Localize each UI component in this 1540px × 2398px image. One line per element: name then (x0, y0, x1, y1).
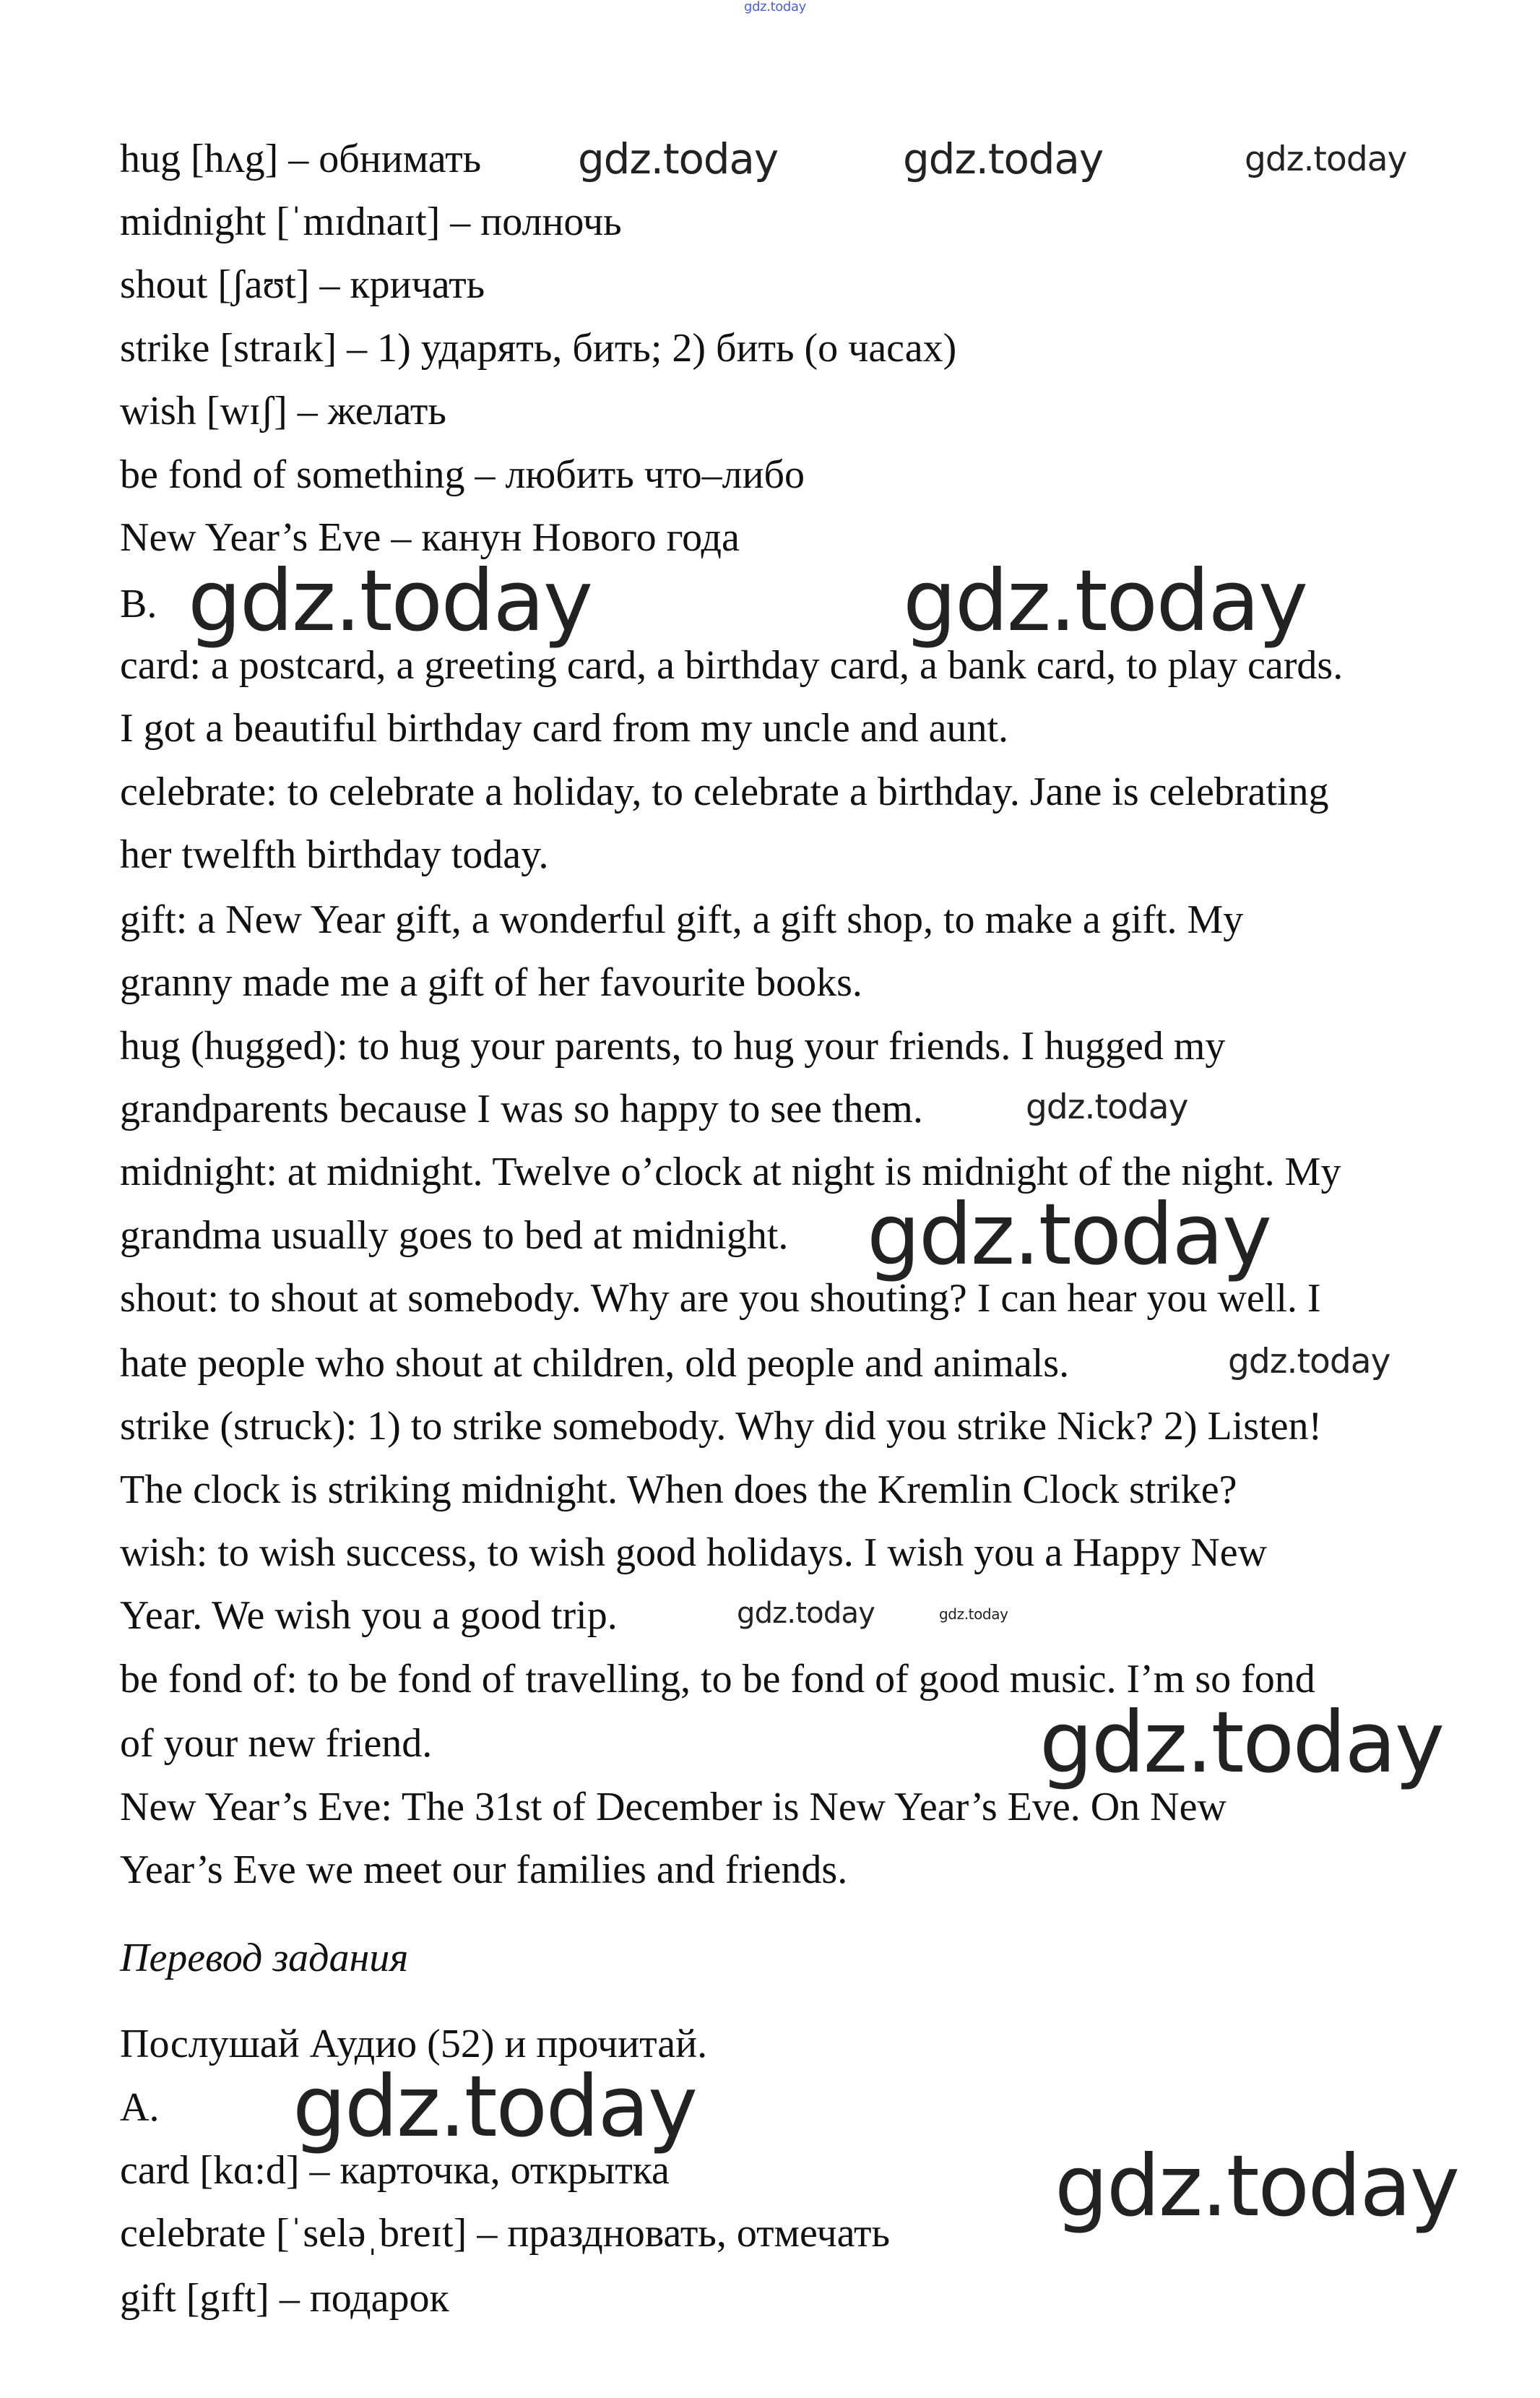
watermark: gdz.today (578, 134, 778, 184)
vocab-line: gift [gɪft] – подарок (120, 2276, 449, 2321)
task-instruction: Послушай Аудио (52) и прочитай. (120, 2022, 708, 2066)
vocab-line: midnight [ˈmɪdnaɪt] – полночь (120, 199, 622, 244)
text-line: her twelfth birthday today. (120, 832, 549, 877)
text-line: gift: a New Year gift, a wonderful gift, a gift shop, to make a gift. My (120, 897, 1244, 942)
text-line: hate people who shout at children, old people and animals. (120, 1341, 1070, 1386)
text-line: grandma usually goes to bed at midnight. (120, 1213, 789, 1258)
text-line: shout: to shout at somebody. Why are you shouting? I can hear you well. I (120, 1276, 1321, 1321)
watermark: gdz.today (1055, 2136, 1458, 2235)
watermark: gdz.today (1228, 1342, 1390, 1381)
text-line: granny made me a gift of her favourite books. (120, 960, 862, 1005)
text-line: New Year’s Eve: The 31st of December is New Year’s Eve. On New (120, 1785, 1227, 1829)
vocab-line: card [kɑ:d] – карточка, открытка (120, 2148, 670, 2193)
watermark: gdz.today (188, 551, 592, 650)
watermark: gdz.today (939, 1605, 1008, 1623)
vocab-line: shout [ʃaʊt] – кричать (120, 262, 485, 307)
text-line: strike (struck): 1) to strike somebody. Why did you strike Nick? 2) Listen! (120, 1404, 1323, 1449)
text-line: wish: to wish success, to wish good holidays. I wish you a Happy New (120, 1530, 1268, 1575)
translation-heading: Перевод задания (120, 1936, 409, 1980)
text-line: Year. We wish you a good trip. (120, 1593, 618, 1638)
vocab-line: hug [hʌg] – обнимать (120, 137, 482, 181)
watermark: gdz.today (1026, 1087, 1188, 1127)
text-line: card: a postcard, a greeting card, a birthday card, a bank card, to play cards. (120, 643, 1344, 688)
watermark: gdz.today (1039, 1693, 1443, 1792)
text-line: of your new friend. (120, 1721, 433, 1766)
section-label-b: B. (120, 582, 157, 626)
vocab-line: New Year’s Eve – канун Нового года (120, 515, 740, 560)
watermark: gdz.today (737, 1597, 875, 1630)
text-line: I got a beautiful birthday card from my uncle and aunt. (120, 706, 1009, 751)
watermark: gdz.today (1245, 139, 1407, 179)
text-line: grandparents because I was so happy to see them. (120, 1087, 923, 1131)
watermark: gdz.today (867, 1185, 1271, 1284)
text-line: celebrate: to celebrate a holiday, to celebrate a birthday. Jane is celebrating (120, 769, 1329, 814)
vocab-line: be fond of something – любить что–либо (120, 452, 805, 497)
vocab-line: wish [wɪʃ] – желать (120, 389, 446, 434)
text-line: Year’s Eve we meet our families and friends. (120, 1847, 848, 1892)
text-line: be fond of: to be fond of travelling, to be fond of good music. I’m so fond (120, 1657, 1315, 1702)
section-label-a: A. (120, 2085, 160, 2130)
vocab-line: strike [straɪk] – 1) ударять, бить; 2) бить (о часах) (120, 326, 957, 371)
text-line: midnight: at midnight. Twelve o’clock at night is midnight of the night. My (120, 1150, 1341, 1194)
watermark: gdz.today (903, 551, 1307, 650)
watermark: gdz.today (293, 2057, 696, 2156)
watermark: gdz.today (903, 134, 1103, 184)
watermark: gdz.today (744, 0, 806, 14)
text-line: hug (hugged): to hug your parents, to hug your friends. I hugged my (120, 1024, 1226, 1069)
text-line: The clock is striking midnight. When does the Kremlin Clock strike? (120, 1467, 1237, 1512)
vocab-line: celebrate [ˈseləˌbreɪt] – праздновать, отмечать (120, 2211, 891, 2256)
